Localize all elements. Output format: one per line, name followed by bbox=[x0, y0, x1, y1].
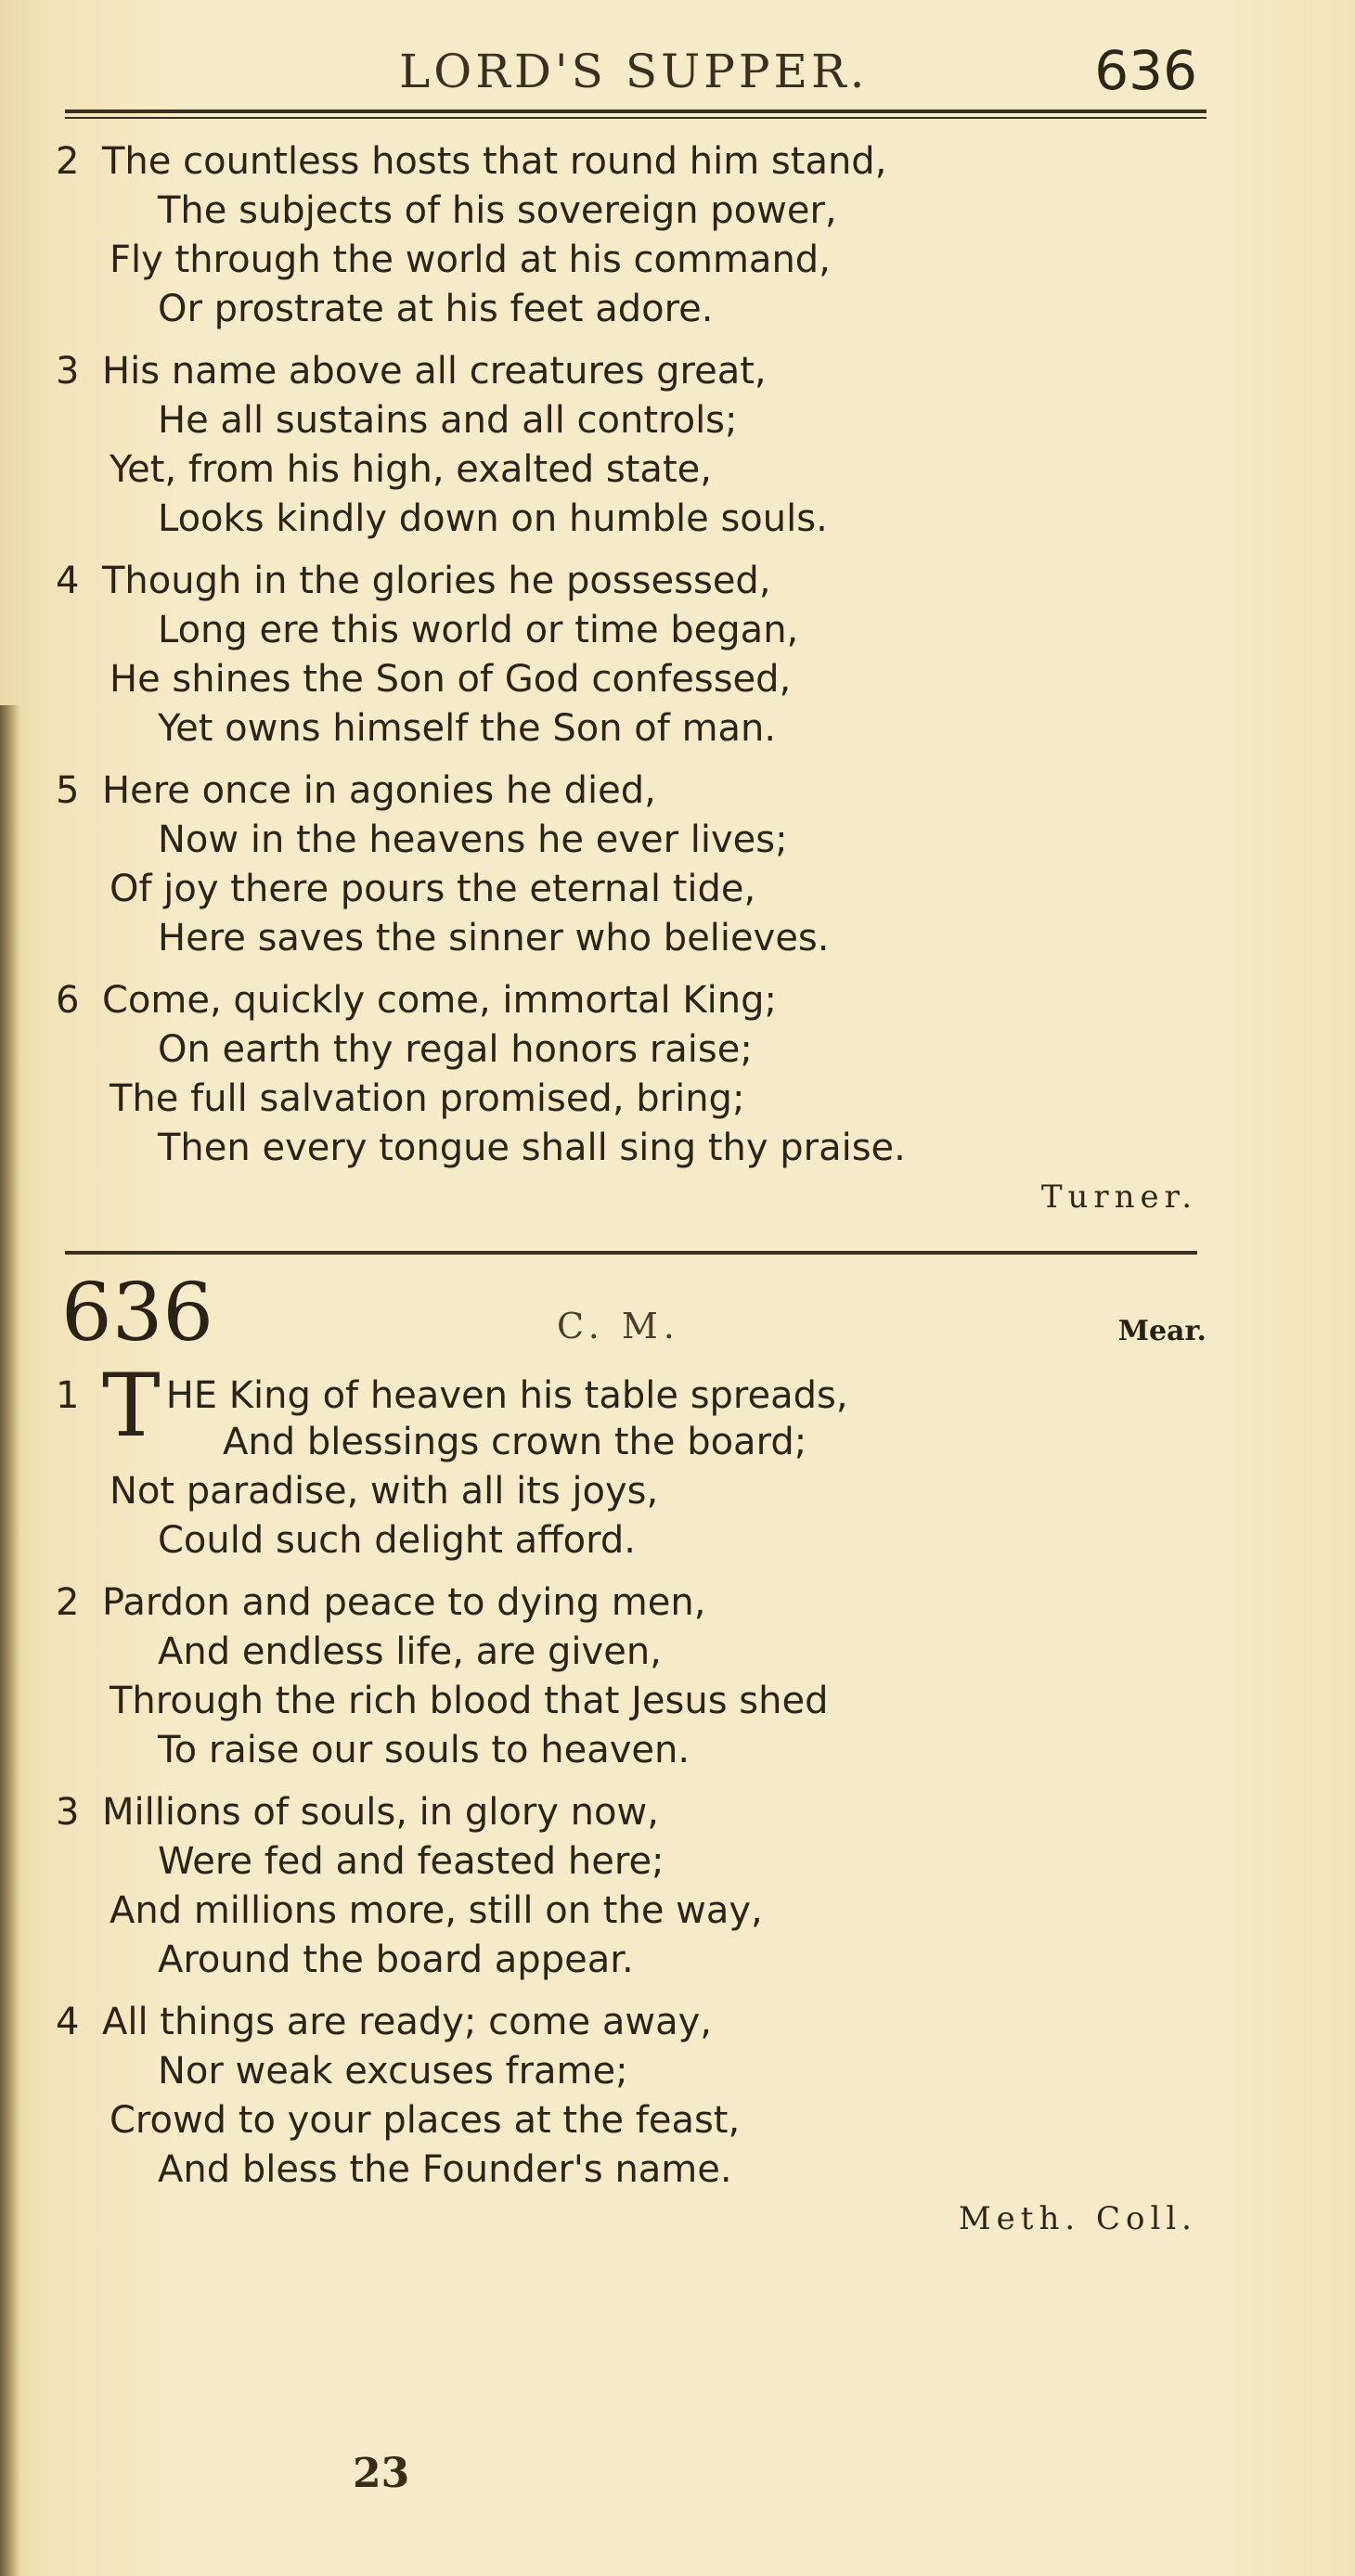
hymn-636 bbox=[56, 1356, 1216, 2244]
stanza-number: 4 bbox=[56, 2001, 80, 2043]
verse-line: Here saves the sinner who believes. bbox=[158, 917, 830, 960]
stanza-number: 2 bbox=[56, 140, 80, 183]
verse-line: Or prostrate at his feet adore. bbox=[158, 288, 714, 330]
verse-line: Fly through the world at his command, bbox=[110, 238, 831, 281]
verse-line: Long ere this world or time began, bbox=[158, 609, 799, 651]
verse-line: Nor weak excuses frame; bbox=[158, 2050, 628, 2093]
verse-line: Yet, from his high, exalted state, bbox=[110, 448, 712, 491]
verse-line: Yet owns himself the Son of man. bbox=[158, 707, 777, 750]
verse-line: He shines the Son of God confessed, bbox=[110, 658, 792, 701]
header-rule bbox=[65, 109, 1207, 119]
verse-line: Not paradise, with all its joys, bbox=[110, 1470, 659, 1513]
verse-line: Though in the glories he possessed, bbox=[102, 560, 771, 602]
verse-line: He all sustains and all controls; bbox=[158, 399, 738, 442]
page-number: 636 bbox=[1094, 39, 1197, 102]
hymn-author: Turner. bbox=[1040, 1179, 1197, 1216]
verse-line: All things are ready; come away, bbox=[102, 2001, 712, 2043]
verse-line: Now in the heavens he ever lives; bbox=[158, 818, 788, 861]
verse-line: Around the board appear. bbox=[158, 1938, 634, 1981]
stanza-4 bbox=[56, 1998, 1216, 2195]
stanza-6 bbox=[56, 976, 1216, 1173]
verse-line: And endless life, are given, bbox=[158, 1630, 662, 1673]
hymn-divider-rule bbox=[65, 1251, 1197, 1255]
verse-line: HE King of heaven his table spreads, bbox=[165, 1374, 848, 1417]
stanza-number: 1 bbox=[56, 1374, 80, 1417]
verse-line: Pardon and peace to dying men, bbox=[102, 1581, 706, 1624]
verse-line: And bless the Founder's name. bbox=[158, 2148, 732, 2191]
hymn-meter: C. M. bbox=[557, 1306, 680, 1346]
drop-cap: T bbox=[102, 1356, 161, 1457]
stanza-2 bbox=[56, 1578, 1216, 1775]
hymn-heading bbox=[56, 1267, 1207, 1359]
verse-line: Looks kindly down on humble souls. bbox=[158, 497, 828, 540]
verse-line: Could such delight afford. bbox=[158, 1519, 636, 1562]
running-title: LORD'S SUPPER. bbox=[399, 45, 869, 98]
stanza-3 bbox=[56, 1788, 1216, 1985]
stanza-number: 5 bbox=[56, 769, 80, 812]
stanza-number: 2 bbox=[56, 1581, 80, 1624]
verse-line: Come, quickly come, immortal King; bbox=[102, 979, 777, 1022]
stanza-number: 6 bbox=[56, 979, 80, 1022]
stanza-5 bbox=[56, 766, 1216, 963]
verse-line: His name above all creatures great, bbox=[102, 350, 767, 393]
verse-line: On earth thy regal honors raise; bbox=[158, 1028, 753, 1071]
verse-line: Millions of souls, in glory now, bbox=[102, 1791, 659, 1834]
verse-line: Of joy there pours the eternal tide, bbox=[110, 868, 756, 910]
stanza-3 bbox=[56, 347, 1216, 544]
stanza-2 bbox=[56, 137, 1216, 334]
verse-line: Through the rich blood that Jesus shed bbox=[110, 1680, 829, 1722]
verse-line: The full salvation promised, bring; bbox=[110, 1077, 745, 1120]
stanza-number: 3 bbox=[56, 350, 80, 393]
stanza-1 bbox=[56, 1356, 1216, 1565]
stanza-number: 4 bbox=[56, 560, 80, 602]
hymn-tune: Mear. bbox=[1117, 1315, 1207, 1347]
verse-line: Were fed and feasted here; bbox=[158, 1840, 665, 1883]
signature-mark: 23 bbox=[353, 2450, 410, 2497]
verse-line: The subjects of his sovereign power, bbox=[158, 189, 837, 232]
verse-line: The countless hosts that round him stand, bbox=[102, 140, 887, 183]
verse-line: To raise our souls to heaven. bbox=[158, 1729, 690, 1771]
verse-line: Then every tongue shall sing thy praise. bbox=[158, 1127, 906, 1169]
stanza-number: 3 bbox=[56, 1791, 80, 1834]
verse-line: Here once in agonies he died, bbox=[102, 769, 656, 812]
page-header bbox=[65, 37, 1207, 111]
previous-hymn bbox=[56, 137, 1216, 1222]
verse-line: Crowd to your places at the feast, bbox=[110, 2099, 741, 2142]
verse-line: And blessings crown the board; bbox=[223, 1421, 807, 1463]
hymn-number: 636 bbox=[61, 1267, 214, 1359]
hymn-author: Meth. Coll. bbox=[958, 2200, 1197, 2237]
stanza-4 bbox=[56, 557, 1216, 753]
book-spine-shadow bbox=[0, 705, 20, 2576]
verse-line: And millions more, still on the way, bbox=[110, 1889, 763, 1932]
